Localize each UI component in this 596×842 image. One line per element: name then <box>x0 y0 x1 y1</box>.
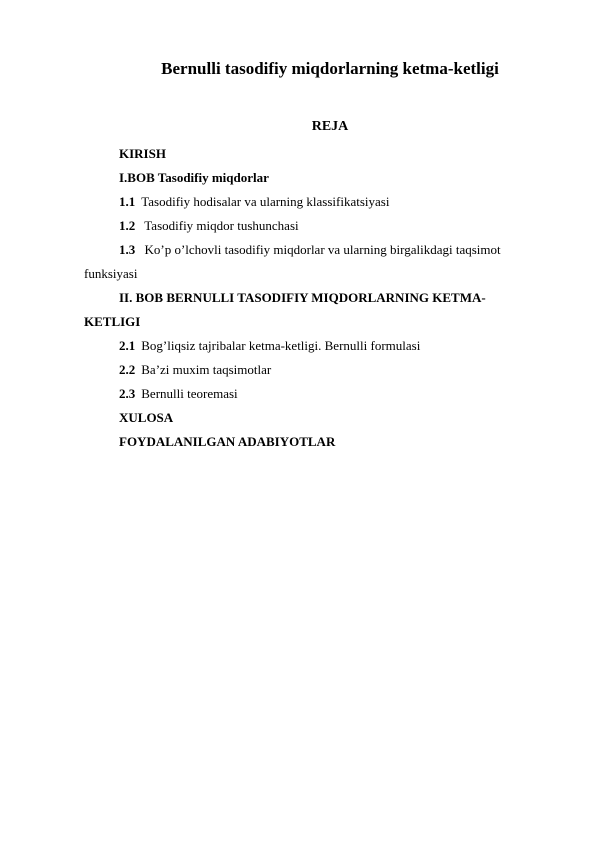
toc-item-text: Bernulli teoremasi <box>141 386 238 401</box>
plan-heading: REJA <box>311 119 349 134</box>
toc-item-number: 1.3 <box>119 242 136 257</box>
toc-item-1-3-continuation: funksiyasi <box>84 266 138 281</box>
toc-item-number: 1.2 <box>119 218 136 233</box>
toc-item-number: 2.2 <box>119 362 136 377</box>
toc-conclusion: XULOSA <box>119 410 174 425</box>
toc-item-1-2 <box>119 218 299 234</box>
toc-item-text: Tasodifiy miqdor tushunchasi <box>141 218 299 233</box>
document-title: Bernulli tasodifiy miqdorlarning ketma-ketligi <box>161 59 499 78</box>
toc-chapter-2-continuation: KETLIGI <box>84 314 141 329</box>
toc-item-number: 1.1 <box>119 194 136 209</box>
toc-item-number: 2.3 <box>119 386 136 401</box>
toc-chapter-1: I.BOB Tasodifiy miqdorlar <box>119 170 269 185</box>
toc-item-text: Tasodifiy hodisalar va ularning klassifikatsiyasi <box>141 194 390 209</box>
toc-item-number: 2.1 <box>119 338 136 353</box>
toc-item-2-1 <box>119 338 420 354</box>
toc-chapter-2: II. BOB BERNULLI TASODIFIY MIQDORLARNING KETMA- <box>119 290 486 305</box>
toc-references: FOYDALANILGAN ADABIYOTLAR <box>119 434 336 449</box>
toc-intro: KIRISH <box>119 146 166 161</box>
toc-item-2-2 <box>119 362 271 378</box>
toc-item-1-3 <box>119 242 501 258</box>
toc-item-2-3 <box>119 386 238 402</box>
toc-item-text: Bog’liqsiz tajribalar ketma-ketligi. Bernulli formulasi <box>141 338 421 353</box>
toc-item-1-1 <box>119 194 389 210</box>
toc-item-text: Ko’p o’lchovli tasodifiy miqdorlar va ularning birgalikdagi taqsimot <box>141 242 501 257</box>
toc-item-text: Ba’zi muxim taqsimotlar <box>141 362 272 377</box>
